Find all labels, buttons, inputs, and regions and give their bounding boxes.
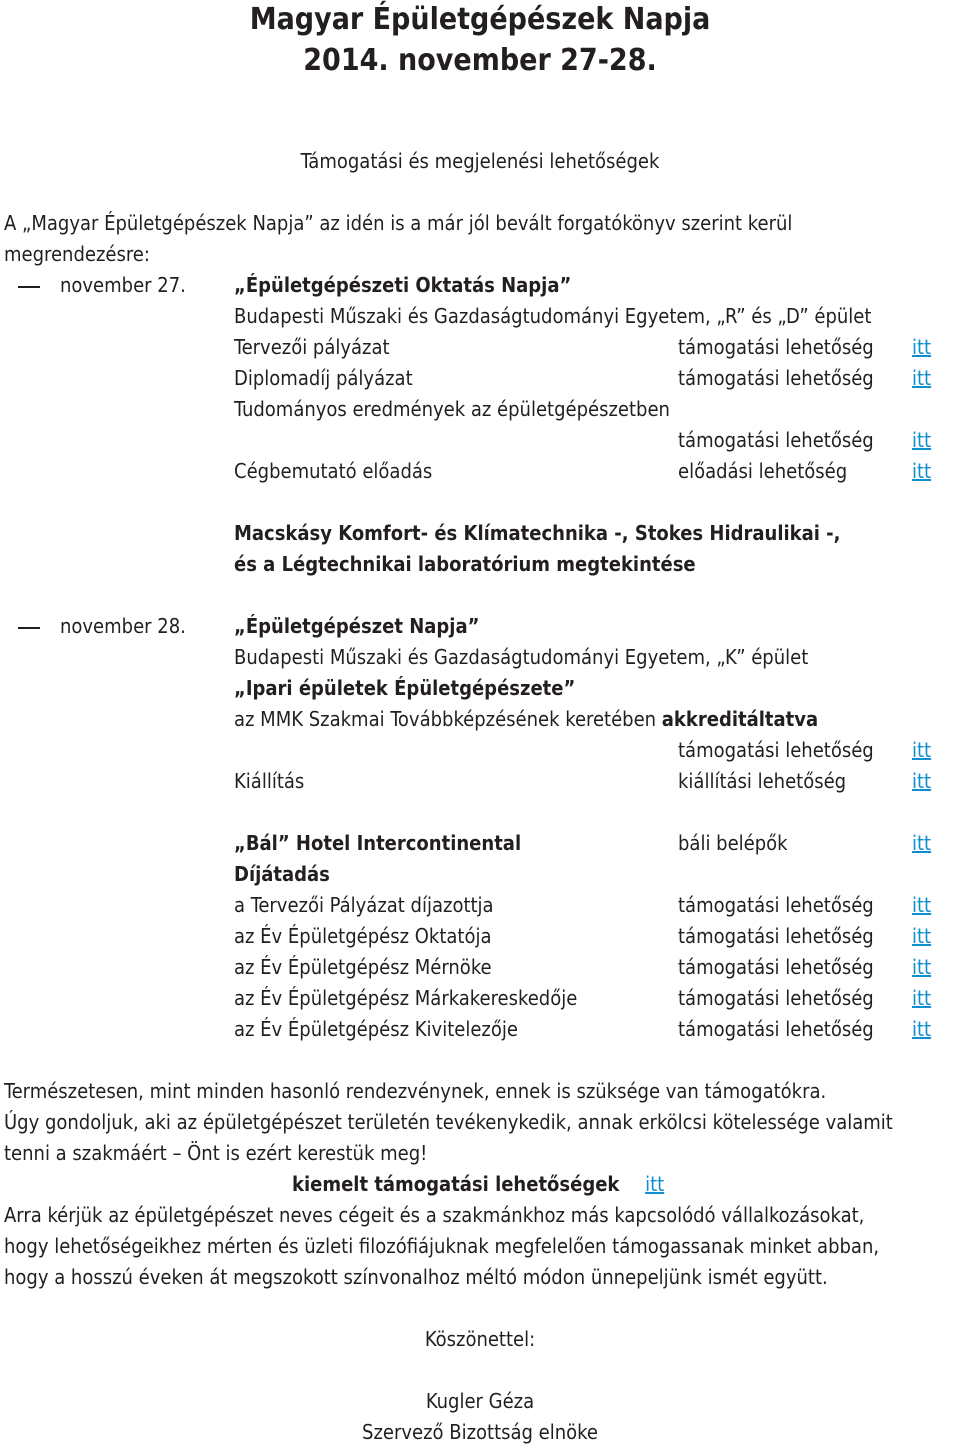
- closing-line: hogy lehetőségeikhez mérten és üzleti filozófiájuknak megfelelően támogassanak minket abban,: [4, 1234, 880, 1258]
- accreditation-bold: akkreditáltatva: [661, 707, 819, 731]
- award-label: az Év Épületgépész Oktatója: [234, 924, 492, 948]
- award-link[interactable]: itt: [912, 986, 932, 1010]
- closing-line: Úgy gondoljuk, aki az épületgépészet területén tevékenykedik, annak erkölcsi kötelessége valamit: [4, 1110, 893, 1134]
- award-type: támogatási lehetőség: [678, 955, 874, 979]
- ball-type: báli belépők: [678, 831, 788, 855]
- signer-name: Kugler Géza: [425, 1389, 535, 1413]
- day1-item-type: előadási lehetőség: [678, 459, 848, 483]
- day2-event: „Épületgépészet Napja”: [234, 614, 480, 638]
- intro-line-2: megrendezésre:: [4, 242, 150, 266]
- day1-item-label: Cégbemutató előadás: [234, 459, 433, 483]
- highlight-text: kiemelt támogatási lehetőségek: [292, 1172, 620, 1196]
- day1-event: „Épületgépészeti Oktatás Napja”: [234, 273, 572, 297]
- day2-venue: Budapesti Műszaki és Gazdaságtudományi Egyetem, „K” épület: [234, 645, 809, 669]
- ball-link[interactable]: itt: [912, 831, 932, 855]
- day1-item-link[interactable]: itt: [912, 428, 932, 452]
- day2-item-type: kiállítási lehetőség: [678, 769, 847, 793]
- day1-date-row: [0, 270, 186, 301]
- day1-item-label: Tudományos eredmények az épületgépészetben: [234, 397, 670, 421]
- day2-accreditation: [234, 704, 818, 735]
- dash-bullet-icon: [18, 627, 40, 629]
- day2-date-row: [0, 611, 186, 642]
- day2-session: „Ipari épületek Épületgépészete”: [234, 676, 576, 700]
- intro-line-1: A „Magyar Épületgépészek Napja” az idén is a már jól bevált forgatókönyv szerint kerül: [4, 211, 793, 235]
- accreditation-text: az MMK Szakmai Továbbképzésének keretében: [234, 707, 662, 731]
- day1-item-link[interactable]: itt: [912, 335, 932, 359]
- day1-date: november 27.: [60, 273, 186, 297]
- dash-bullet-icon: [18, 286, 40, 288]
- award-label: az Év Épületgépész Márkakereskedője: [234, 986, 578, 1010]
- award-link[interactable]: itt: [912, 955, 932, 979]
- closing-line: hogy a hosszú éveken át megszokott színvonalhoz méltó módon ünnepeljünk ismét együtt.: [4, 1265, 828, 1289]
- page-date: 2014. november 27-28.: [303, 43, 657, 78]
- day1-item-label: Tervezői pályázat: [234, 335, 390, 359]
- award-label: az Év Épületgépész Mérnöke: [234, 955, 492, 979]
- closing-line: tenni a szakmáért – Önt is ezért kerestük meg!: [4, 1141, 428, 1165]
- award-label: az Év Épületgépész Kivitelezője: [234, 1017, 518, 1041]
- award-label: a Tervezői Pályázat díjazottja: [234, 893, 494, 917]
- signer-title: Szervező Bizottság elnöke: [362, 1420, 598, 1444]
- closing-line: Arra kérjük az épületgépészet neves cégeit és a szakmánkhoz más kapcsolódó vállalkozásokat,: [4, 1203, 865, 1227]
- highlight-link[interactable]: itt: [645, 1172, 665, 1196]
- award-link[interactable]: itt: [912, 1017, 932, 1041]
- award-type: támogatási lehetőség: [678, 924, 874, 948]
- day2-item-link[interactable]: itt: [912, 769, 932, 793]
- awards-title: Díjátadás: [234, 862, 330, 886]
- day1-item-type: támogatási lehetőség: [678, 428, 874, 452]
- thanks: Köszönettel:: [424, 1327, 536, 1351]
- day1-item-label: Diplomadíj pályázat: [234, 366, 413, 390]
- day1-item-link[interactable]: itt: [912, 459, 932, 483]
- day2-date: november 28.: [60, 614, 186, 638]
- day1-item-link[interactable]: itt: [912, 366, 932, 390]
- award-link[interactable]: itt: [912, 924, 932, 948]
- day1-item-type: támogatási lehetőség: [678, 335, 874, 359]
- day1-venue: Budapesti Műszaki és Gazdaságtudományi Egyetem, „R” és „D” épület: [234, 304, 872, 328]
- day2-item-label: Kiállítás: [234, 769, 305, 793]
- award-type: támogatási lehetőség: [678, 893, 874, 917]
- ball-label: „Bál” Hotel Intercontinental: [234, 831, 522, 855]
- page-title: Magyar Épületgépészek Napja: [249, 2, 711, 37]
- subtitle: Támogatási és megjelenési lehetőségek: [300, 149, 660, 173]
- day2-item-type: támogatási lehetőség: [678, 738, 874, 762]
- award-type: támogatási lehetőség: [678, 1017, 874, 1041]
- day2-item-link[interactable]: itt: [912, 738, 932, 762]
- day1-lab-line-1: Macskásy Komfort- és Klímatechnika -, Stokes Hidraulikai -,: [234, 521, 841, 545]
- award-type: támogatási lehetőség: [678, 986, 874, 1010]
- day1-item-type: támogatási lehetőség: [678, 366, 874, 390]
- day1-lab-line-2: és a Légtechnikai laboratórium megtekintése: [234, 552, 696, 576]
- award-link[interactable]: itt: [912, 893, 932, 917]
- highlight-row: [292, 1169, 664, 1200]
- closing-line: Természetesen, mint minden hasonló rendezvénynek, ennek is szüksége van támogatókra.: [4, 1079, 827, 1103]
